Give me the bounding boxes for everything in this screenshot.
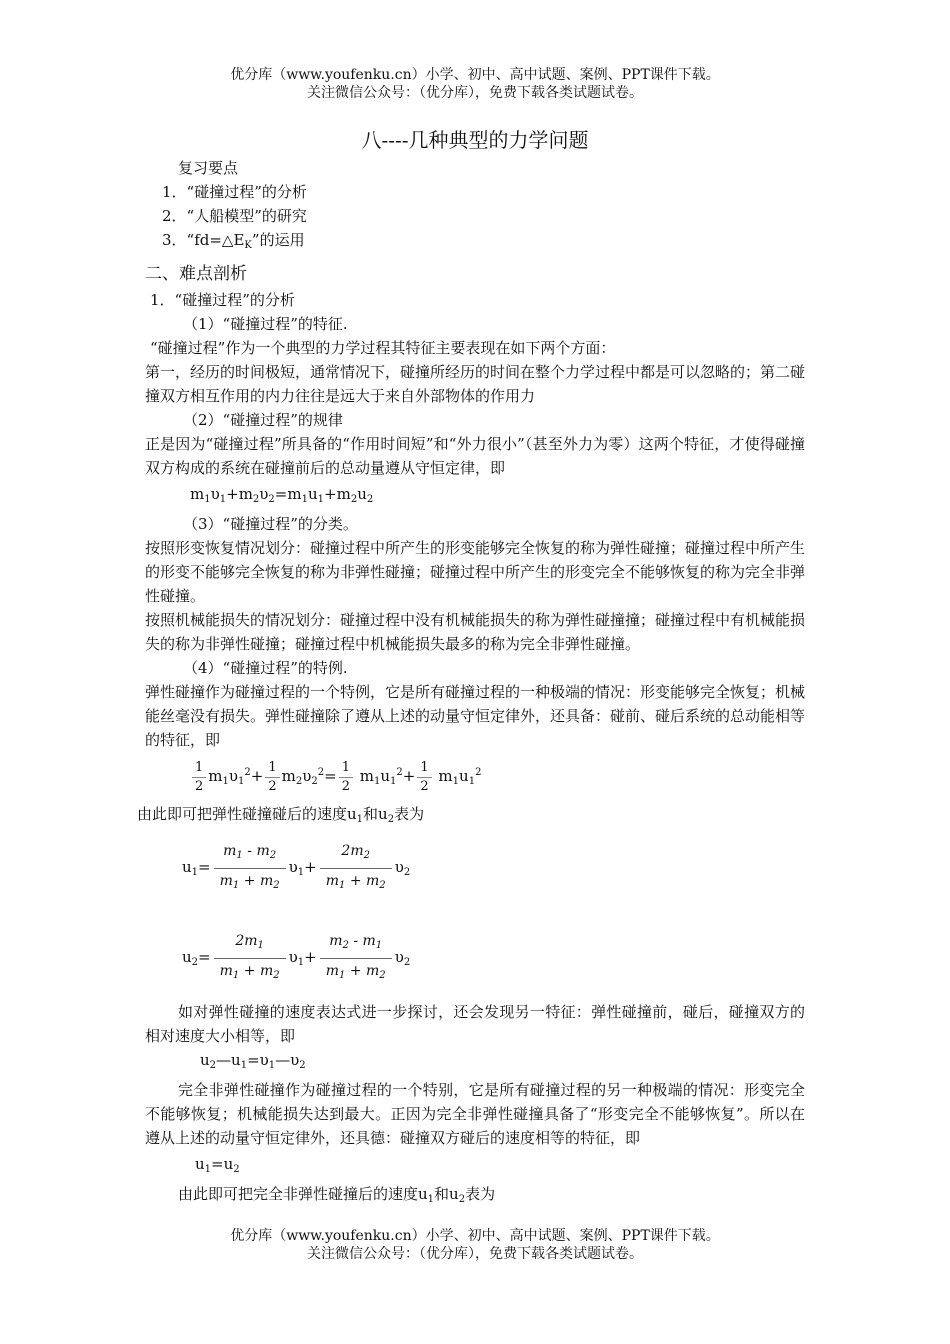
equal-velocity-equation: $u_1=u_2$: [195, 1155, 240, 1175]
half-fraction: $\frac{1}{2}$: [339, 759, 353, 796]
velocity-intro: 由此即可把弹性碰撞碰后的速度$u_1$和$u_2$表为: [137, 805, 425, 825]
footer-line-1: 优分库（www.youfenku.cn）小学、初中、高中试题、案例、PPT课件下载。: [230, 1228, 720, 1244]
classification-body-1: 按照形变恢复情况划分：碰撞过程中所产生的形变能够完全恢复的称为弹性碰撞；碰撞过程中所产生的形变不能够完全恢复的称为非弹性碰撞；碰撞过程中所产生的形变完全不能够恢复的称为完全非弹性碰撞。: [145, 539, 806, 605]
half-fraction: $\frac{1}{2}$: [192, 759, 206, 796]
relative-velocity-equation: $u_2—u_1=\upsilon_1—\upsilon_2$: [200, 1051, 306, 1071]
classification-body-2: 按照机械能损失的情况划分：碰撞过程中没有机械能损失的称为弹性碰撞撞；碰撞过程中有机械能损失的称为非弹性碰撞；碰撞过程中机械能损失最多的称为完全非弹性碰撞。: [145, 611, 806, 653]
feature-title: （1）“碰撞过程”的特征.: [183, 315, 348, 333]
page-footer: [0, 1227, 950, 1263]
header-line-2: 关注微信公众号：（优分库），免费下载各类试题试卷。: [307, 85, 643, 101]
page-header: [0, 66, 950, 102]
review-item-3: 3．“$fd=\triangle E_K$”的运用: [162, 231, 305, 251]
u1-fraction-1: $\frac{m_1 - m_2}{m_1 + m_2}$: [214, 839, 286, 898]
inelastic-body: 完全非弹性碰撞作为碰撞过程的一个特别，它是所有碰撞过程的另一种极端的情况：形变完全不能够恢复；机械能损失达到最大。正因为完全非弹性碰撞具备了“形变完全不能够恢复”。所以在遵从上述的动量守恒定律外，还具德：碰撞双方碰后的速度相等的特征，即: [145, 1081, 805, 1147]
special-case-title: （4）“碰撞过程”的特例.: [183, 659, 348, 677]
half-fraction: $\frac{1}{2}$: [265, 759, 279, 796]
review-item-2: 2．“人船模型”的研究: [162, 207, 307, 225]
feature-intro: “碰撞过程”作为一个典型的力学过程其特征主要表现在如下两个方面：: [150, 339, 616, 357]
momentum-equation: $m_1\upsilon_1+m_2\upsilon_2=m_1u_1+m_2u_2$: [190, 485, 374, 505]
document-body: [137, 156, 806, 1212]
law-body: 正是因为“碰撞过程”所具备的“作用时间短”和“外力很小”（甚至外力为零）这两个特征，才使得碰撞双方构成的系统在碰撞前后的总动量遵从守恒定律，即: [145, 435, 805, 477]
header-line-1: 优分库（www.youfenku.cn）小学、初中、高中试题、案例、PPT课件下载。: [230, 67, 720, 83]
relative-velocity-body: 如对弹性碰撞的速度表达式进一步探讨，还会发现另一特征：弹性碰撞前，碰后，碰撞双方的相对速度大小相等，即: [145, 1003, 805, 1045]
footer-line-2: 关注微信公众号：（优分库），免费下载各类试题试卷。: [307, 1246, 643, 1262]
half-fraction: $\frac{1}{2}$: [417, 759, 431, 796]
inelastic-velocity-intro: 由此即可把完全非弹性碰撞后的速度$u_1$和$u_2$表为: [178, 1185, 496, 1205]
review-item-1: 1．“碰撞过程”的分析: [162, 183, 307, 201]
section-heading-difficulties: 二、难点剖析: [145, 264, 247, 284]
subsection-collision: 1．“碰撞过程”的分析: [150, 291, 295, 309]
review-heading: 复习要点: [178, 159, 239, 177]
classification-title: （3）“碰撞过程”的分类。: [183, 515, 358, 533]
u2-fraction-1: $\frac{2m_1}{m_1 + m_2}$: [214, 929, 286, 988]
special-case-body-1: 弹性碰撞作为碰撞过程的一个特例，它是所有碰撞过程的一种极端的情况：形变能够完全恢复；机械能丝毫没有损失。弹性碰撞除了遵从上述的动量守恒定律外，还具备：碰前、碰后系统的总动能相等的特征，即: [145, 683, 806, 749]
u2-fraction-2: $\frac{m_2 - m_1}{m_1 + m_2}$: [320, 929, 392, 988]
law-title: （2）“碰撞过程”的规律: [183, 411, 343, 429]
u1-equation: $u_1=$ $\frac{m_1 - m_2}{m_1 + m_2}$ $\upsilon_1+$ $\frac{2m_2}{m_1 + m_2}$ $\upsilon_2$: [145, 840, 805, 896]
feature-body: 第一，经历的时间极短，通常情况下，碰撞所经历的时间在整个力学过程中都是可以忽略的；第二碰撞双方相互作用的内力往往是远大于来自外部物体的作用力: [145, 363, 806, 405]
u1-fraction-2: $\frac{2m_2}{m_1 + m_2}$: [320, 839, 392, 898]
page-title: 八----几种典型的力学问题: [361, 128, 589, 152]
kinetic-energy-equation: $\frac{1}{2}$ $m_1\upsilon_1^2+$ $\frac{1}{2}$ $m_2\upsilon_2^2=$ $\frac{1}{2}$ $m_1u_1^2+$ $\frac{1}{2}$ $m_1u_1^2$: [145, 754, 805, 800]
u2-equation: $u_2=$ $\frac{2m_1}{m_1 + m_2}$ $\upsilon_1+$ $\frac{m_2 - m_1}{m_1 + m_2}$ $\upsilon_2$: [145, 930, 805, 986]
